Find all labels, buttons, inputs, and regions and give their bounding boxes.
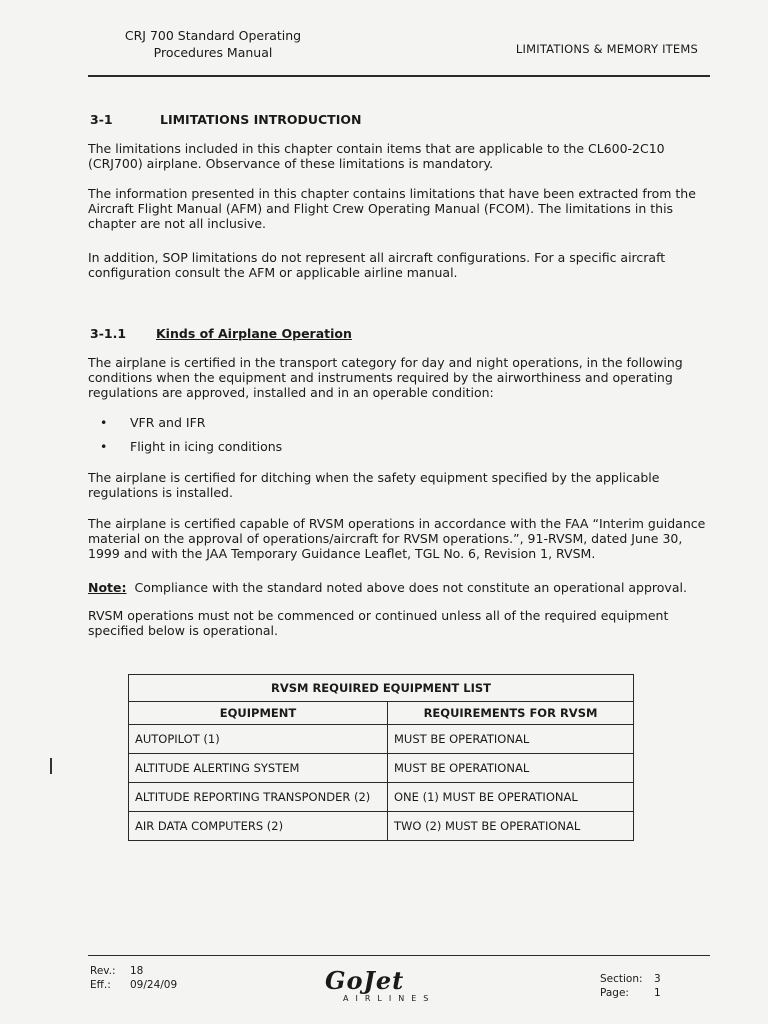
page-label: Page: bbox=[600, 987, 629, 999]
paragraph: The airplane is certified capable of RVSM operations in accordance with the FAA “Interim guidance material on the approval of operations/aircraft for RVSM operations.”, 91-RVSM, dated June 30, 1999 and with the JAA Temporary Guidance Leaflet, TGL No. 6, Revision 1, RVSM. bbox=[88, 516, 706, 561]
bullet-list bbox=[100, 415, 282, 463]
list-item-text: VFR and IFR bbox=[130, 415, 206, 430]
footer-divider bbox=[88, 955, 710, 956]
cell-requirement: MUST BE OPERATIONAL bbox=[388, 725, 634, 754]
header-doc-title bbox=[118, 27, 308, 61]
paragraph: The airplane is certified for ditching when the safety equipment specified by the applicable regulations is installed. bbox=[88, 470, 660, 500]
bullet-icon: • bbox=[100, 439, 108, 454]
subsection-title: Kinds of Airplane Operation bbox=[156, 326, 352, 341]
rev-value: 18 bbox=[130, 965, 144, 977]
header-chapter: LIMITATIONS & MEMORY ITEMS bbox=[515, 42, 698, 56]
rvsm-equipment-table bbox=[128, 674, 634, 841]
header-title-line1: CRJ 700 Standard Operating bbox=[124, 28, 302, 43]
section-heading bbox=[90, 112, 361, 127]
subsection-heading bbox=[90, 326, 352, 341]
cell-equipment: ALTITUDE ALERTING SYSTEM bbox=[129, 754, 388, 783]
cell-equipment: ALTITUDE REPORTING TRANSPONDER (2) bbox=[129, 783, 388, 812]
section-title: LIMITATIONS INTRODUCTION bbox=[160, 112, 362, 127]
page-value: 1 bbox=[654, 987, 661, 999]
paragraph: RVSM operations must not be commenced or continued unless all of the required equipment specified below is operational. bbox=[88, 608, 669, 638]
table-caption-row bbox=[129, 675, 634, 702]
cell-requirement: MUST BE OPERATIONAL bbox=[388, 754, 634, 783]
footer-revision bbox=[90, 964, 177, 992]
eff-label: Eff.: bbox=[90, 979, 111, 991]
table-caption: RVSM REQUIRED EQUIPMENT LIST bbox=[129, 675, 634, 702]
footer-section-page bbox=[600, 972, 661, 1000]
table-row bbox=[129, 725, 634, 754]
note bbox=[88, 580, 708, 595]
table-header-row bbox=[129, 702, 634, 725]
list-item bbox=[100, 439, 282, 463]
rev-label: Rev.: bbox=[90, 965, 116, 977]
list-item bbox=[100, 415, 282, 439]
column-header-requirements: REQUIREMENTS FOR RVSM bbox=[388, 702, 634, 725]
paragraph: The limitations included in this chapter contain items that are applicable to the CL600-2C10 (CRJ700) airplane. Observance of these limitations is mandatory. bbox=[88, 141, 665, 171]
eff-value: 09/24/09 bbox=[130, 979, 178, 991]
section-label: Section: bbox=[600, 973, 643, 985]
list-item-text: Flight in icing conditions bbox=[130, 439, 283, 454]
logo-subtext: AIRLINES bbox=[343, 994, 436, 1003]
logo-wordmark: GoJet bbox=[325, 966, 405, 995]
header-title-line2: Procedures Manual bbox=[153, 45, 273, 60]
cell-equipment: AUTOPILOT (1) bbox=[129, 725, 388, 754]
bullet-icon: • bbox=[100, 415, 108, 430]
table-row bbox=[129, 783, 634, 812]
cell-requirement: TWO (2) MUST BE OPERATIONAL bbox=[388, 812, 634, 841]
cell-equipment: AIR DATA COMPUTERS (2) bbox=[129, 812, 388, 841]
table-row bbox=[129, 812, 634, 841]
note-text: Compliance with the standard noted above does not constitute an operational approval. bbox=[134, 580, 687, 595]
paragraph: The information presented in this chapter contains limitations that have been extracted from the Aircraft Flight Manual (AFM) and Flight Crew Operating Manual (FCOM). The limitations in this chapter are not all inclusive. bbox=[88, 186, 696, 231]
subsection-number: 3-1.1 bbox=[90, 326, 127, 341]
section-value: 3 bbox=[654, 973, 661, 985]
column-header-equipment: EQUIPMENT bbox=[129, 702, 388, 725]
scan-mark bbox=[50, 758, 52, 774]
paragraph: The airplane is certified in the transport category for day and night operations, in the following conditions when the equipment and instruments required by the airworthiness and operating regulations are approved, installed and in an operable condition: bbox=[88, 355, 683, 400]
note-label: Note: bbox=[88, 580, 127, 595]
gojet-logo bbox=[325, 966, 455, 1006]
section-number: 3-1 bbox=[90, 112, 113, 127]
paragraph: In addition, SOP limitations do not represent all aircraft configurations. For a specific aircraft configuration consult the AFM or applicable airline manual. bbox=[88, 250, 666, 280]
table-row bbox=[129, 754, 634, 783]
cell-requirement: ONE (1) MUST BE OPERATIONAL bbox=[388, 783, 634, 812]
header-divider bbox=[88, 75, 710, 77]
